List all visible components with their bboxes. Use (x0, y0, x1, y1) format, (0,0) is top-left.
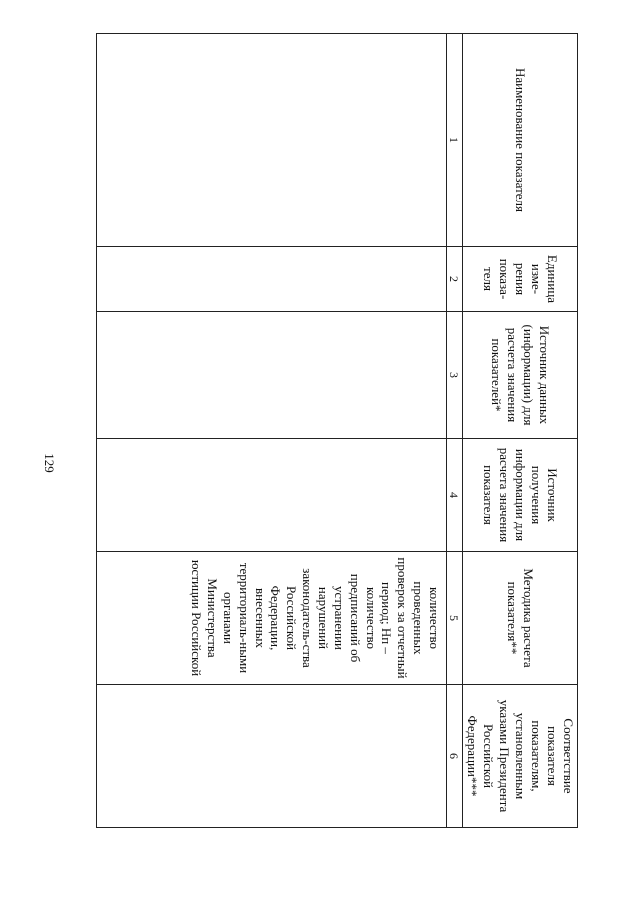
table-row (97, 34, 447, 828)
methodology-cell: количество проведенных проверок за отчетный период; Нп – количество предписаний об устранении нарушений законодатель-ства Российской Федерации, внесенных территориаль-ными органами Министерства юстиции Российской (97, 552, 447, 685)
header-cell: Единица изме-рения показа-теля (463, 247, 578, 312)
table-cell (97, 312, 447, 439)
table-cell (97, 439, 447, 552)
header-cell: Наименование показателя (463, 34, 578, 247)
header-cell: Источник получения информации для расчета значения показателя (463, 439, 578, 552)
header-cell: Источник данных (информации) для расчета значения показателей* (463, 312, 578, 439)
table-cell (97, 34, 447, 247)
table-cell (97, 685, 447, 828)
rotated-table-container (96, 33, 578, 827)
column-number: 3 (447, 312, 463, 439)
column-number: 2 (447, 247, 463, 312)
header-cell: Соответствие показателя показателям, установленным указами Президента Российской Федерации*** (463, 685, 578, 828)
column-number: 6 (447, 685, 463, 828)
indicators-table (96, 33, 578, 828)
column-number: 4 (447, 439, 463, 552)
page-number: 129 (42, 453, 57, 473)
column-number: 1 (447, 34, 463, 247)
table-cell (97, 247, 447, 312)
header-cell: Методика расчета показателя** (463, 552, 578, 685)
column-number: 5 (447, 552, 463, 685)
header-row (463, 34, 578, 828)
column-number-row (447, 34, 463, 828)
